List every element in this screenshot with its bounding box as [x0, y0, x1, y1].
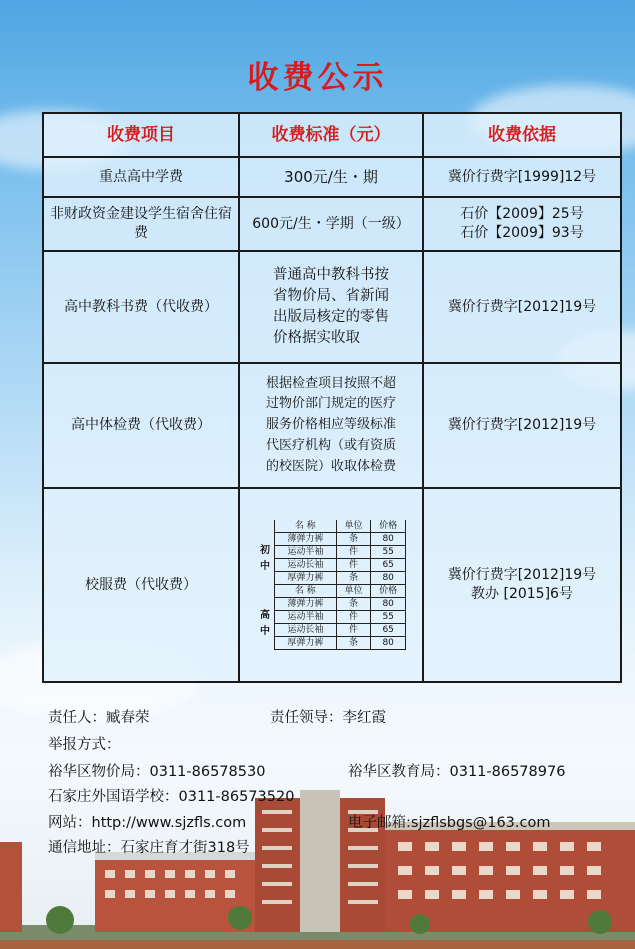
uniform-name: 运动半袖 — [275, 611, 337, 624]
row-standard — [239, 251, 423, 363]
uniform-col-header-row — [256, 520, 406, 533]
uniform-name: 薄弹力裤 — [275, 598, 337, 611]
header-basis: 收费依据 — [423, 113, 621, 157]
uniform-unit: 条 — [336, 533, 371, 546]
uniform-price-table — [256, 520, 406, 650]
uniform-unit: 件 — [336, 624, 371, 637]
standard-line: 根据检查项目按照不超 — [265, 375, 396, 391]
page-title: 收费公示 — [247, 60, 388, 96]
uniform-price: 80 — [371, 572, 406, 585]
uniform-name: 运动半袖 — [275, 546, 337, 559]
uniform-unit: 件 — [336, 559, 371, 572]
standard-line: 服务价格相应等级标准 — [265, 417, 396, 433]
uniform-col-price: 价格 — [371, 520, 406, 533]
row-item: 校服费（代收费） — [43, 488, 239, 682]
basis-line: 冀价行费字[2012]19号 — [447, 567, 597, 584]
uniform-col-unit: 单位 — [336, 585, 371, 598]
uniform-row — [256, 546, 406, 559]
header-item: 收费项目 — [43, 113, 239, 157]
uniform-row — [256, 533, 406, 546]
standard-line: 价格据实收取 — [273, 330, 360, 347]
table-header-row — [43, 113, 621, 157]
uniform-price: 55 — [371, 611, 406, 624]
row-basis: 冀价行费字[2012]19号 — [423, 251, 621, 363]
row-basis — [423, 197, 621, 251]
standard-line: 过物价部门规定的医疗 — [265, 396, 396, 412]
row-basis: 冀价行费字[2012]19号 — [423, 363, 621, 488]
uniform-row — [256, 572, 406, 585]
uniform-name: 运动长袖 — [275, 624, 337, 637]
basis-line: 石价【2009】93号 — [460, 225, 584, 241]
edu-bureau-contact: 裕华区教育局：0311-86578976 — [348, 764, 566, 780]
row-standard: 300元/生・期 — [239, 157, 423, 197]
row-basis: 冀价行费字[1999]12号 — [423, 157, 621, 197]
header-standard: 收费标准（元） — [239, 113, 423, 157]
row-item: 重点高中学费 — [43, 157, 239, 197]
email-link[interactable]: 电子邮箱:sjzflsbgs@163.com — [348, 815, 551, 831]
row-item: 高中教科书费（代收费） — [43, 251, 239, 363]
uniform-row — [256, 611, 406, 624]
uniform-col-name: 名 称 — [275, 520, 337, 533]
uniform-row — [256, 637, 406, 650]
uniform-col-header-row — [256, 585, 406, 598]
uniform-col-name: 名 称 — [275, 585, 337, 598]
basis-line: 石价【2009】25号 — [460, 206, 584, 223]
uniform-name: 厚弹力裤 — [275, 572, 337, 585]
standard-line: 普通高中教科书按 — [273, 266, 389, 283]
school-contact: 石家庄外国语学校：0311-86573520 — [48, 789, 295, 805]
uniform-name: 薄弹力裤 — [275, 533, 337, 546]
uniform-col-price: 价格 — [371, 585, 406, 598]
uniform-unit: 件 — [336, 546, 371, 559]
uniform-group-label: 初中 — [256, 533, 275, 585]
uniform-price: 80 — [371, 637, 406, 650]
standard-line: 的校医院）收取体检费 — [265, 458, 396, 474]
table-row — [43, 363, 621, 488]
table-row — [43, 197, 621, 251]
mailing-address: 通信地址：石家庄育才街318号 — [48, 840, 250, 856]
row-standard — [239, 363, 423, 488]
standard-line: 代医疗机构（或有资质 — [265, 437, 396, 453]
responsible-person: 责任人：臧春荣 — [48, 710, 150, 726]
uniform-price-cell — [239, 488, 423, 682]
row-item: 高中体检费（代收费） — [43, 363, 239, 488]
price-bureau-contact: 裕华区物价局：0311-86578530 — [48, 764, 266, 780]
table-row — [43, 157, 621, 197]
uniform-unit: 条 — [336, 598, 371, 611]
uniform-name: 运动长袖 — [275, 559, 337, 572]
uniform-price: 65 — [371, 624, 406, 637]
uniform-price: 55 — [371, 546, 406, 559]
uniform-row — [256, 559, 406, 572]
website-link[interactable]: 网站：http://www.sjzfls.com — [48, 815, 247, 831]
uniform-name: 厚弹力裤 — [275, 637, 337, 650]
uniform-row — [256, 598, 406, 611]
table-row — [43, 251, 621, 363]
uniform-unit: 条 — [336, 572, 371, 585]
uniform-col-unit: 单位 — [336, 520, 371, 533]
uniform-price: 65 — [371, 559, 406, 572]
row-standard: 600元/生・学期（一级） — [239, 197, 423, 251]
standard-line: 省物价局、省新闻 — [273, 287, 389, 304]
report-label: 举报方式： — [48, 737, 121, 753]
uniform-row — [256, 624, 406, 637]
row-item: 非财政资金建设学生宿舍住宿费 — [43, 197, 239, 251]
uniform-unit: 件 — [336, 611, 371, 624]
uniform-group-label: 高中 — [256, 598, 275, 650]
uniform-price: 80 — [371, 533, 406, 546]
responsible-leader: 责任领导：李红霞 — [270, 710, 386, 726]
standard-line: 出版局核定的零售 — [273, 309, 389, 325]
uniform-price: 80 — [371, 598, 406, 611]
uniform-unit: 条 — [336, 637, 371, 650]
basis-line: 教办 [2015]6号 — [471, 586, 573, 602]
table-row — [43, 488, 621, 682]
fee-table — [42, 112, 622, 683]
row-basis — [423, 488, 621, 682]
